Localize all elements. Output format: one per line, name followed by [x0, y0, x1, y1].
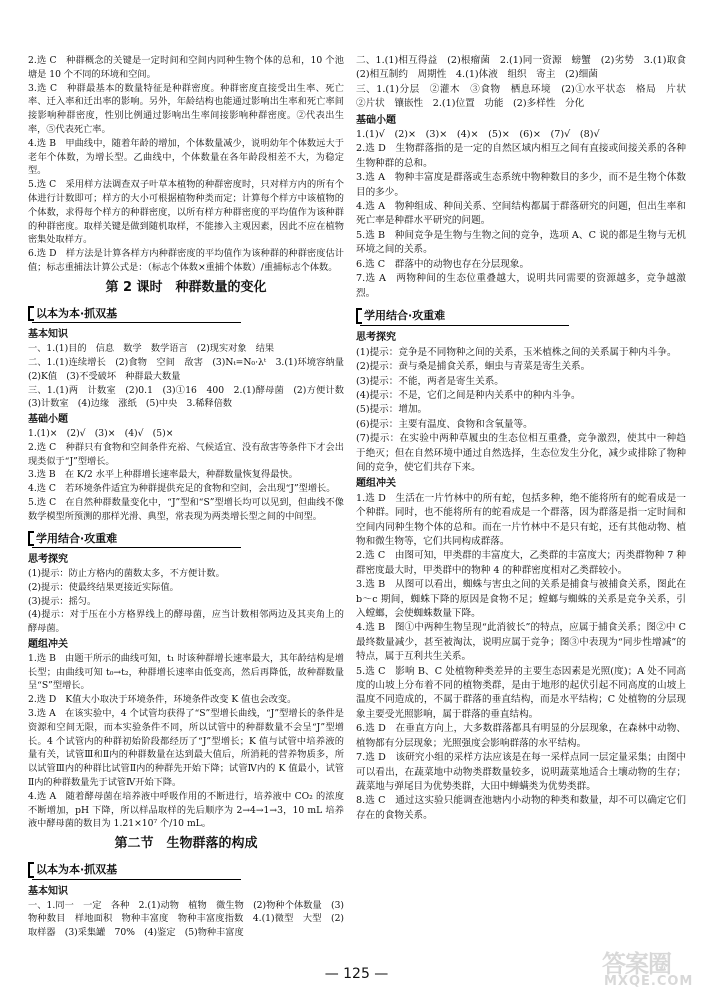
banner-heading: 学用结合·攻重难	[360, 308, 449, 324]
section-heading: 第 2 课时 种群数量的变化	[105, 279, 267, 295]
answer-paragraph: (2)提示：蚕与桑是捕食关系，蛔虫与青菜是寄生关系。	[356, 361, 591, 373]
answer-paragraph: 3.选 B 从图可以看出，蜘蛛与害虫之间的关系是捕食与被捕食关系，图此在 b～c 期间，蜘蛛下降的原因是食物不足；螳螂与蜘蛛的关系是竞争关系，引入螳螂，会使蜘蛛数量下降。	[356, 579, 686, 620]
banner-wrapper	[32, 859, 344, 882]
subheading: 题组冲关	[356, 478, 396, 490]
left-column	[28, 54, 354, 940]
answer-paragraph: 3.选 B 在 K/2 水平上种群增长速率最大，种群数量恢复得最快。	[28, 469, 298, 481]
answer-paragraph: (3)提示：不能，两者是寄生关系。	[356, 375, 504, 387]
answer-paragraph: 4.选 A 物种组成、种间关系、空间结构都属于群落研究的问题，但出生率和死亡率是种群水平研究的问题。	[356, 201, 686, 227]
answer-paragraph: 1.选 D 生活在一片竹林中的所有蛇，包括多种，绝不能将所有的蛇看成是一个种群。同时，也不能将所有的蛇看成是一个群落，因为群落是指一定时间和空间内同种生物个体的总和。而在一片竹林中不是只有蛇，还有其他动物、植物和微生物等，它们共同构成群落。	[356, 492, 686, 547]
answer-paragraph: 4.选 A 随着酵母菌在培养液中呼吸作用的不断进行，培养液中 CO₂ 的浓度不断增加，pH 下降，所以样品取样的先后顺序为 2→4→1→3，10 mL 培养液中酵母菌的数目为 1.21×10⁷ 个/10 mL。	[28, 790, 344, 830]
answer-paragraph: (4)提示：不是，它们之间是种内关系中的种内斗争。	[356, 389, 581, 401]
answer-paragraph: 一、1.同一 一定 各种 2.(1)动物 植物 微生物 (2)物种个体数量 (3)物种数目 样地面积 物种丰富度 物种丰富度指数 4.(1)微型 大型 (2)取样器 (3)采集罐 70% (4)鉴定 (5)物种丰富度	[28, 899, 344, 939]
banner-wrapper	[32, 303, 344, 326]
answer-paragraph: 1.选 B 由题干所示的曲线可知，t₁ 时该种群增长速率最大，其年龄结构是增长型；由曲线可知 t₀→t₂，种群增长速率由低变高，然后再降低，故种群数量呈“S”型增长。	[28, 652, 344, 692]
answer-paragraph: 2.选 D K值大小取决于环境条件，环境条件改变 K 值也会改变。	[28, 694, 297, 706]
page-number: — 125 —	[324, 966, 389, 982]
answer-paragraph: 6.选 D 在垂直方向上，大多数群落都具有明显的分层现象，在森林中动物、植物都有分层现象；光照强度会影响群落的水平结构。	[356, 723, 686, 749]
watermark-logo	[596, 944, 706, 992]
answer-paragraph: 2.选 C 种群概念的关键是一定时间和空间内同种生物个体的总和，10 个池塘是 10 个不同的环境和空间。	[28, 55, 344, 80]
answer-paragraph: 4.选 B 甲曲线中，随着年龄的增加，个体数量减少，说明幼年个体数远大于老年个体数，为增长型。乙曲线中，个体数量在各年龄段相差不大，为稳定型。	[28, 137, 344, 177]
answer-paragraph: 5.选 C 影响 B、C 处植物种类差异的主要生态因素是光照(度)；A 处不同高度的山坡上分布着不同的植物类群，是由于地形的起伏引起不同高度的山坡上温度不同造成的，不属于群落的垂直结构，而是水平结构；C 处植物的分层现象主要受光照影响，属于群落的垂直结构。	[356, 665, 686, 720]
subheading: 基本知识	[28, 885, 68, 897]
answer-paragraph: 6.选 D 样方法是计算各样方内种群密度的平均值作为该种群的种群密度估计值；标志重捕法计算公式是：（标志个体数×重捕个体数）/重捕标志个体数。	[28, 248, 344, 273]
answer-paragraph: 7.选 A 两物种间的生态位重叠越大，说明共同需要的资源越多，竞争越激烈。	[356, 273, 686, 299]
answer-paragraph: 3.选 C 种群最基本的数量特征是种群密度。种群密度直接受出生率、死亡率、迁入率和迁出率的影响。另外，年龄结构也能通过影响出生率和死亡率间接影响种群密度，性别比例通过影响出生率间接影响种群密度。②代表出生率，⑤代表死亡率。	[28, 82, 344, 135]
answer-paragraph: 5.选 C 在自然种群数量变化中，“J”型和“S”型增长均可以见到，但曲线不像数学模型所预测的那样光滑、典型，常表现为两类增长型之间的中间型。	[28, 496, 344, 522]
right-column	[356, 54, 696, 823]
answer-paragraph: 三、1.(1)两 计数室 (2)0.1 (3)①16 400 2.(1)酵母菌 (2)方便计数 (3)计数室 (4)边缘 涨纸 (5)中央 3.稀释倍数	[28, 384, 354, 410]
banner-wrapper	[360, 305, 686, 328]
answer-paragraph: (7)提示：在实验中两种草履虫的生态位相互重叠，竞争激烈，使其中一种趋于绝灭；但在自然环境中通过自然选择，生态位发生分化，减少或排除了物种间的竞争，使它们共存下来。	[356, 433, 686, 473]
subheading: 基础小题	[356, 114, 396, 126]
watermark-text: 答案圈	[602, 950, 671, 978]
answer-paragraph: 2.选 C 由图可知，甲类群的丰富度大，乙类群的丰富度大；丙类群物种 7 种群密度最大时，甲类群中的物种 4 的种群密度相对乙类群较小。	[356, 550, 686, 576]
answer-paragraph: 二、1.(1)连续增长 (2)食物 空间 敌害 (3)Nₜ=N₀·λᵗ 3.(1)环境容纳量 (2)K值 (3)不受破坏 种群最大数量	[28, 356, 354, 382]
answer-paragraph: (3)提示：摇匀。	[28, 595, 97, 607]
banner-wrapper	[32, 528, 344, 551]
banner-heading: 以本为本·抓双基	[32, 306, 121, 322]
subheading: 基本知识	[28, 329, 68, 341]
answer-paragraph: 5.选 C 采用样方法调查双子叶草本植物的种群密度时，只对样方内的所有个体进行计数即可；样方的大小可根据植物种类而定；计算每个样方中该植物的个体数，求得每个样方的种群密度，以所有样方种群密度的平均值作为该种群的种群密度。取样关键是做到随机取样，不能掺入主观因素，因此不应在植物密集处取样方。	[28, 179, 344, 246]
banner-heading: 学用结合·攻重难	[32, 531, 121, 547]
section-heading: 第二节 生物群落的构成	[114, 836, 258, 852]
subheading: 思考探究	[28, 554, 68, 566]
answer-paragraph: 4.选 B 图①中两种生物呈现“此消彼长”的特点，应属于捕食关系；图②中 C 最终数量减少，甚至被淘汰，说明应属于竞争；图③中表现为“同步性增减”的特点，属于互利共生关系。	[356, 622, 686, 663]
answer-paragraph: 3.选 A 在该实验中，4 个试管均获得了“S”型增长曲线，“J”型增长的条件是资源和空间无限，而本实验条件不同，所以试管中的种群数量不会呈“J”型增长。4 个试管内的种群初始阶段都经历了“J”型增长；K 值与试管中培养液的量有关，试管Ⅲ和Ⅱ内的种群数量在达到最大值后，所消耗的营养物质多，所以试管Ⅲ内的种群比试管Ⅱ内的种群先开始下降；试管Ⅳ内的 K 值最小，试管Ⅱ内的种群数量先于试管Ⅳ开始下降。	[28, 708, 344, 789]
watermark-url: MXQE.COM	[604, 974, 694, 989]
answer-paragraph: 2.选 C 种群只有食物和空间条件充裕、气候适宜、没有敌害等条件下才会出现类似于“J”型增长。	[28, 441, 344, 467]
answer-paragraph: 5.选 B 种间竞争是生物与生物之间的竞争，选项 A、C 说的都是生物与无机环境之间的关系。	[356, 229, 686, 256]
answer-paragraph: 1.(1)√ (2)× (3)× (4)× (5)× (6)× (7)√ (8)√	[356, 129, 600, 141]
answer-paragraph: 3.选 A 物种丰富度是群落或生态系统中物种数目的多少，而不是生物个体数目的多少。	[356, 172, 686, 198]
answer-paragraph: 2.选 D 生物群落指的是一定的自然区域内相互之间有直接或间接关系的各种生物种群的总和。	[356, 143, 686, 169]
answer-paragraph: 一、1.(1)目的 信息 数学 数学语言 (2)现实对象 结果	[28, 343, 275, 355]
answer-paragraph: 三、1.(1)分层 ②灌木 ③食物 栖息环境 (2)①水平状态 格局 片状 ②片状 镶嵌性 2.(1)位置 功能 (2)多样性 分化	[356, 83, 696, 110]
banner-heading: 以本为本·抓双基	[32, 862, 121, 878]
answer-paragraph: 8.选 C 通过这实验只能调查池塘内小动物的种类和数量，却不可以确定它们存在的食物关系。	[356, 795, 686, 821]
subheading: 思考探究	[356, 332, 396, 344]
answer-paragraph: 1.(1)× (2)√ (3)× (4)√ (5)×	[28, 427, 174, 439]
answer-paragraph: 6.选 C 群落中的动物也存在分层现象。	[356, 258, 530, 270]
subheading: 基础小题	[28, 414, 68, 426]
answer-paragraph: (1)提示：防止方格内的菌数太多，不方便计数。	[28, 568, 225, 580]
answer-paragraph: 二、1.(1)相互得益 (2)根瘤菌 2.(1)同一资源 螃蟹 (2)劣势 3.(1)取食 (2)相互制约 周期性 4.(1)体液 组织 寄主 (2)细菌	[356, 55, 696, 81]
subheading: 题组冲关	[28, 639, 68, 651]
answer-paragraph: (5)提示：增加。	[356, 404, 428, 416]
answer-paragraph: (2)提示：使最终结果更接近实际值。	[28, 581, 179, 593]
answer-paragraph: 7.选 D 该研究小组的采样方法应该是在每一采样点同一层定量采集；由图中可以看出，在蔬菜地中动物类群数量较多，说明蔬菜地适合土壤动物的生存；蔬菜地与弹尾目为优势类群，大田中蝉螨类为优势类群。	[356, 752, 686, 792]
answer-paragraph: (1)提示：竞争是不同物种之间的关系，玉米植株之间的关系属于种内斗争。	[356, 346, 677, 358]
answer-paragraph: 4.选 C 若环境条件适宜为种群提供充足的食物和空间，会出现“J”型增长。	[28, 483, 336, 495]
answer-paragraph: (6)提示：主要有温度、食物和含氧量等。	[356, 418, 533, 430]
answer-paragraph: (4)提示：对于压在小方格界线上的酵母菌，应当计数相邻两边及其夹角上的酵母菌。	[28, 609, 344, 635]
